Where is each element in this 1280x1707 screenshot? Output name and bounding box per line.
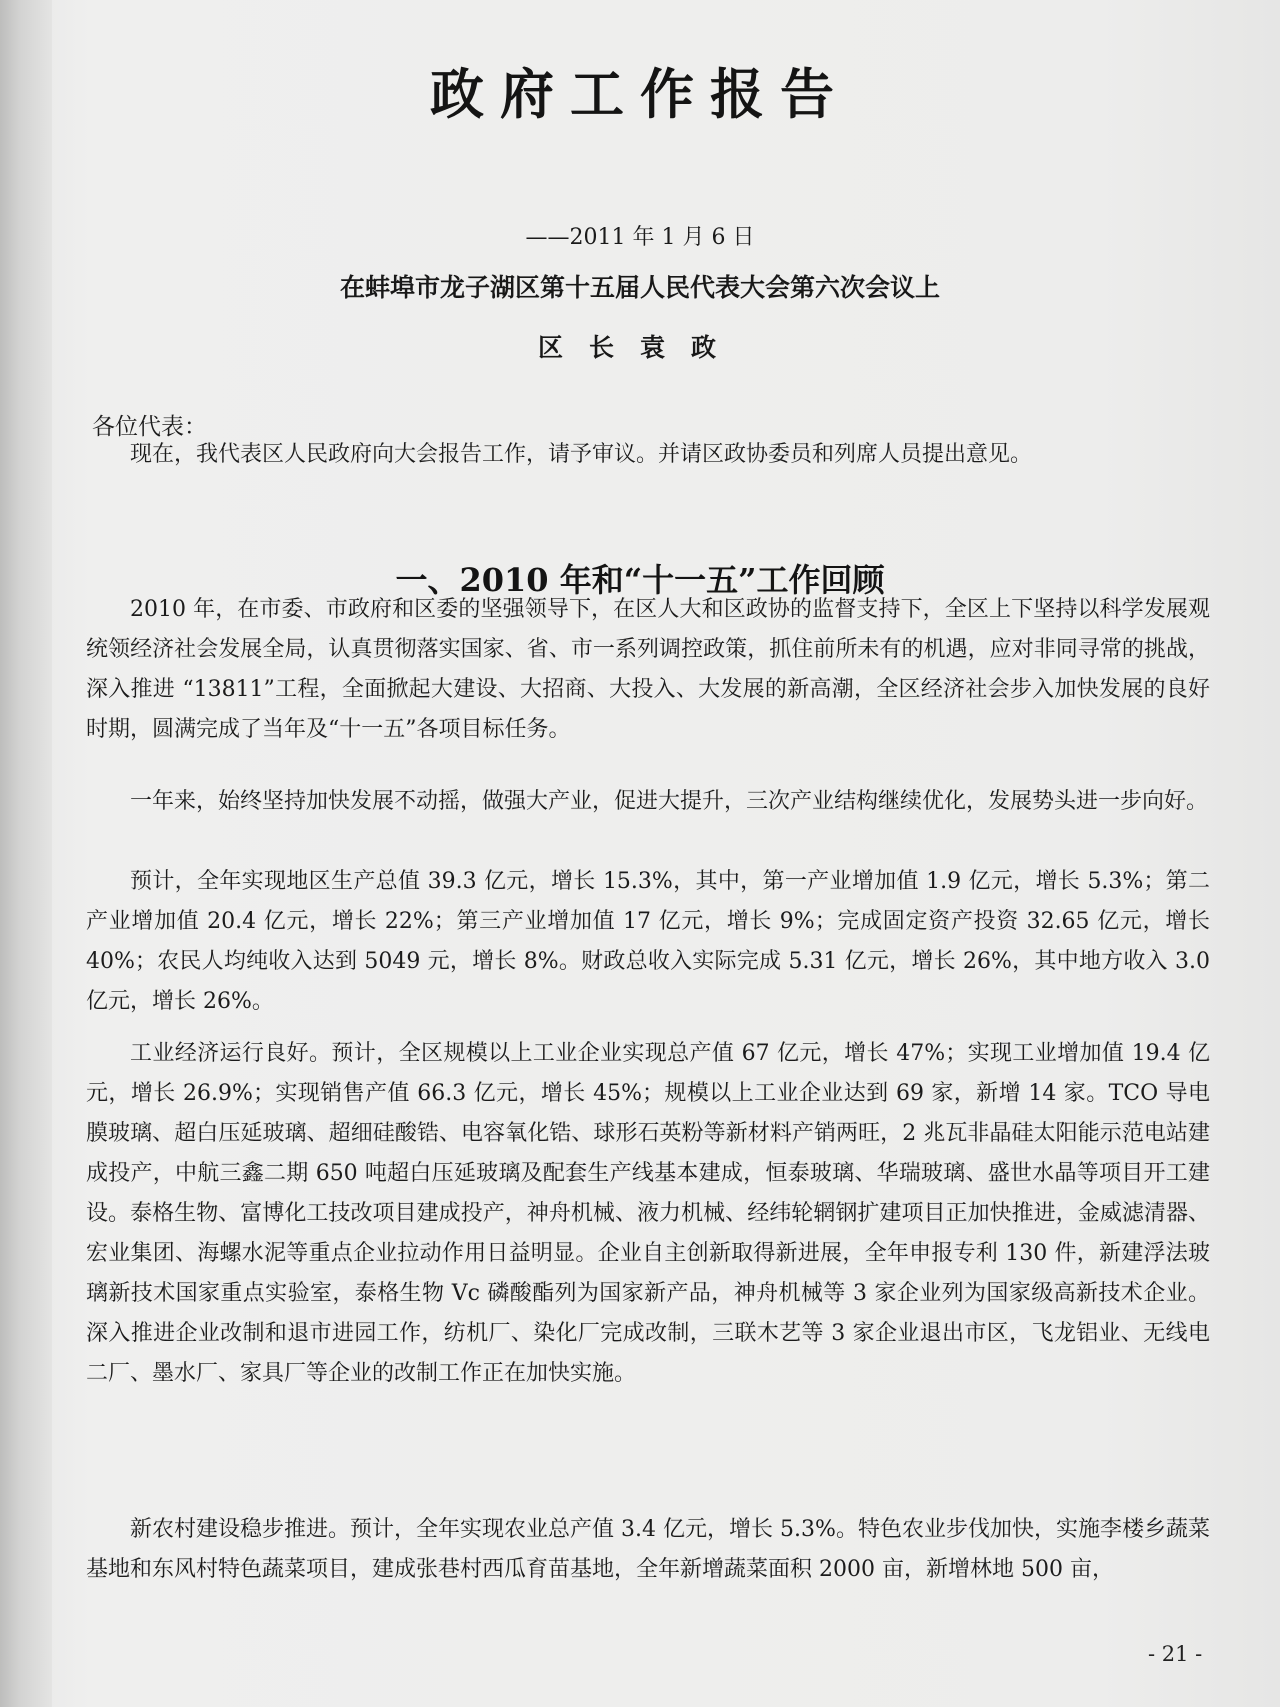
body-paragraph: 一年来，始终坚持加快发展不动摇，做强大产业，促进大提升，三次产业结构继续优化，发展势头进一步向好。 [130, 789, 1209, 814]
intro-paragraph: 现在，我代表区人民政府向大会报告工作，请予审议。并请区政协委员和列席人员提出意见。 [130, 442, 1033, 467]
page-number: - 21 - [1148, 1642, 1203, 1666]
body-paragraph: 新农村建设稳步推进。预计，全年实现农业总产值 3.4 亿元，增长 5.3%。特色农业步伐加快，实施李楼乡蔬菜基地和东风村特色蔬菜项目，建成张巷村西瓜育苗基地，全年新增蔬菜面积 2000 亩，新增林地 500 亩， [86, 1517, 1210, 1582]
date-line: ——2011 年 1 月 6 日 [525, 225, 755, 250]
salutation: 各位代表： [92, 414, 207, 440]
speaker-name: 区长袁政 [537, 333, 742, 362]
body-paragraph: 工业经济运行良好。预计，全区规模以上工业企业实现总产值 67 亿元，增长 47%；实现工业增加值 19.4 亿元，增长 26.9%；实现销售产值 66.3 亿元，增长 45%；规模以上工业企业达到 69 家，新增 14 家。TCO 导电膜玻璃、超白压延玻璃、超细硅酸锆、电容氧化锆、球形石英粉等新材料产销两旺，2 兆瓦非晶硅太阳能示范电站建成投产，中航三鑫二期 650 吨超白压延玻璃及配套生产线基本建成，恒泰玻璃、华瑞玻璃、盛世水晶等项目开工建设。泰格生物、富博化工技改项目建成投产，神舟机械、液力机械、经纬轮辋钢扩建项目正加快推进，金威滤清器、宏业集团、海螺水泥等重点企业拉动作用日益明显。企业自主创新取得新进展，全年申报专利 130 件，新建浮法玻璃新技术国家重点实验室，泰格生物 Vc 磷酸酯列为国家新产品，神舟机械等 3 家企业列为国家级高新技术企业。深入推进企业改制和退市进园工作，纺机厂、染化厂完成改制，三联木艺等 3 家企业退出市区，飞龙铝业、无线电二厂、墨水厂、家具厂等企业的改制工作正在加快实施。 [86, 1041, 1210, 1386]
body-paragraph: 预计，全年实现地区生产总值 39.3 亿元，增长 15.3%，其中，第一产业增加值 1.9 亿元，增长 5.3%；第二产业增加值 20.4 亿元，增长 22%；第三产业增加值 17 亿元，增长 9%；完成固定资产投资 32.65 亿元，增长 40%；农民人均纯收入达到 5049 元，增长 8%。财政总收入实际完成 5.31 亿元，增长 26%，其中地方收入 3.0 亿元，增长 26%。 [86, 869, 1210, 1014]
section-heading: 一、2010 年和“十一五”工作回顾 [395, 561, 885, 599]
meeting-occasion: 在蚌埠市龙子湖区第十五届人民代表大会第六次会议上 [339, 273, 940, 302]
document-title: 政府工作报告 [430, 62, 850, 126]
body-paragraph: 2010 年，在市委、市政府和区委的坚强领导下，在区人大和区政协的监督支持下，全区上下坚持以科学发展观统领经济社会发展全局，认真贯彻落实国家、省、市一系列调控政策，抓住前所未有的机遇，应对非同寻常的挑战，深入推进 “13811”工程，全面掀起大建设、大招商、大投入、大发展的新高潮，全区经济社会步入加快发展的良好时期，圆满完成了当年及“十一五”各项目标任务。 [86, 597, 1210, 742]
